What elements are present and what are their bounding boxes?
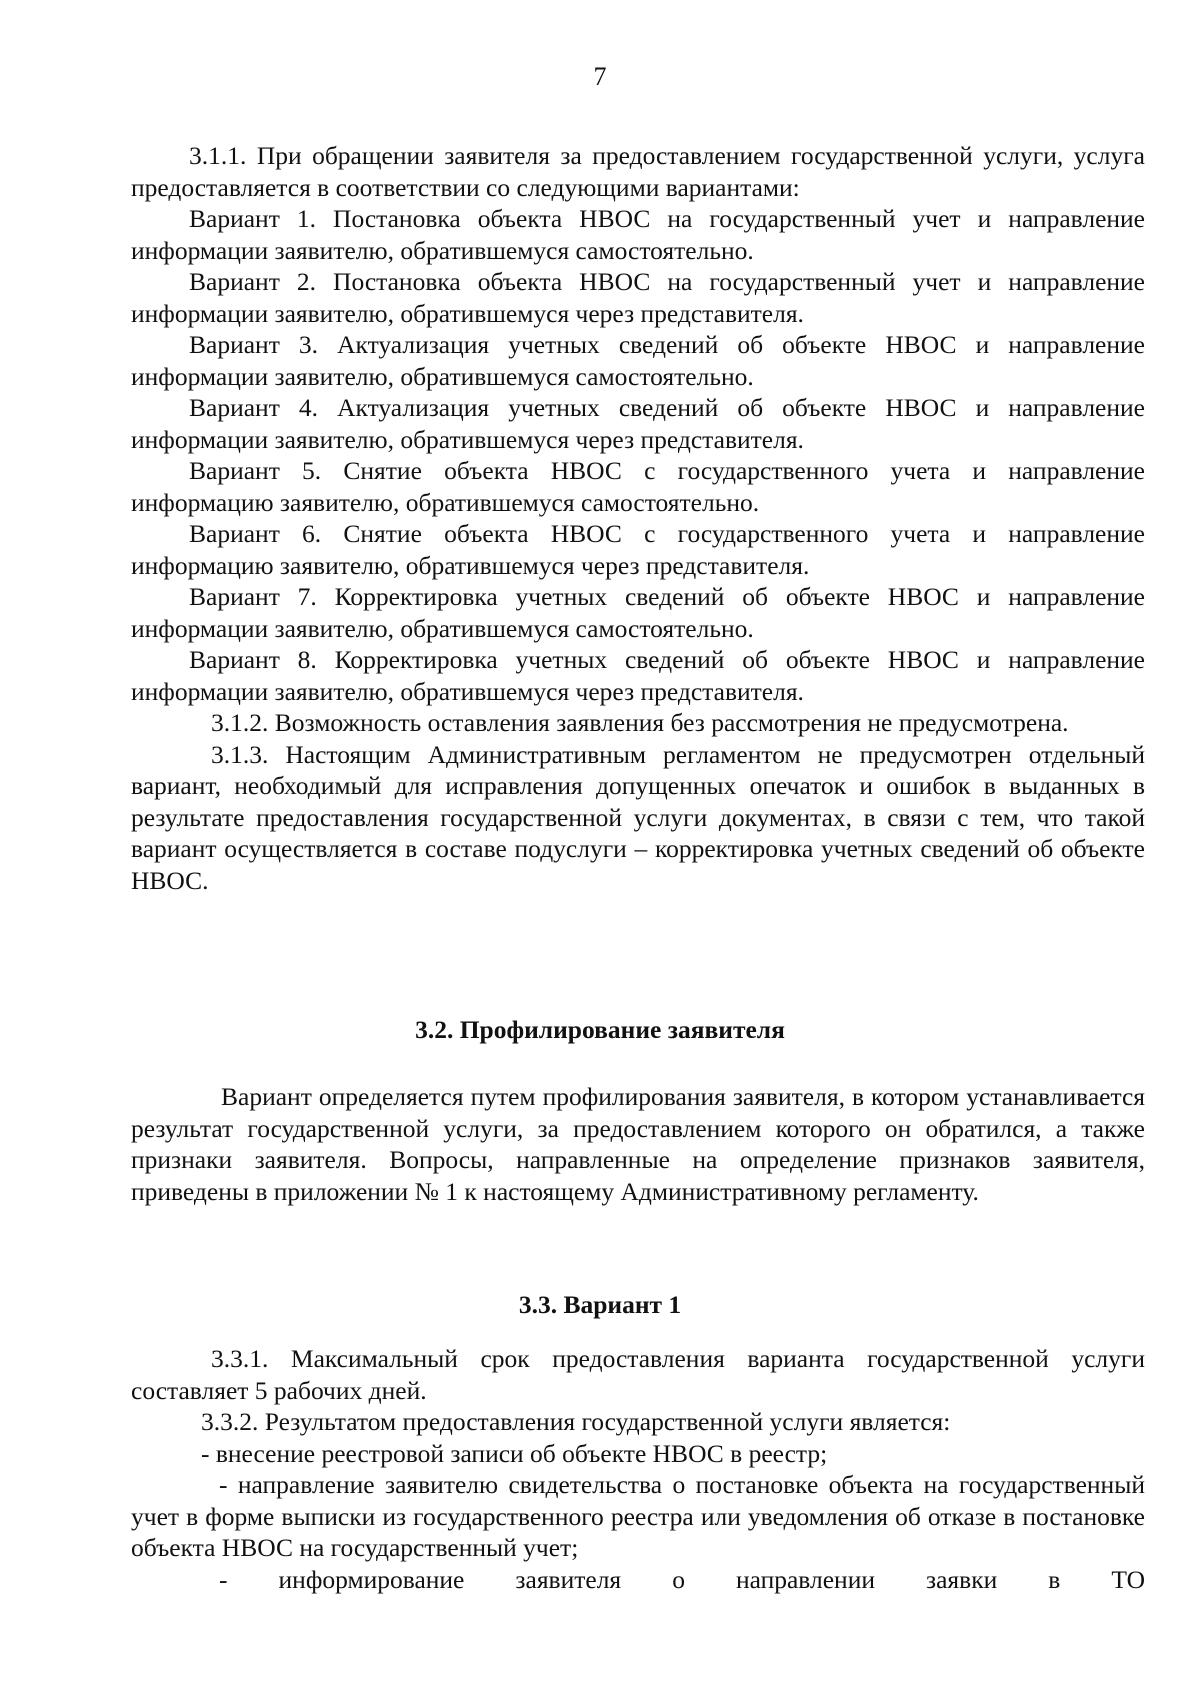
last-line-word: -	[219, 1564, 228, 1594]
page-number: 7	[593, 62, 607, 91]
variant-8: Вариант 8. Корректировка учетных сведений об объекте НВОС и направление информации заявителю, обратившемуся через представителя.	[131, 645, 1145, 706]
last-line-word: ТО	[1111, 1564, 1145, 1594]
section-heading-3-2: 3.2. Профилирование заявителя	[415, 1015, 785, 1044]
last-line-word: заявителя	[515, 1564, 622, 1594]
paragraph-3-1-3: 3.1.3. Настоящим Административным регламентом не предусмотрен отдельный вариант, необходимый для исправления допущенных опечаток и ошибок в выданных в результате предоставления государственной услуги документах, в связи с тем, что такой вариант осуществляется в составе подуслуги – корректировка учетных сведений об объекте НВОС.	[131, 739, 1145, 895]
paragraph-3-1-1: 3.1.1. При обращении заявителя за предоставлением государственной услуги, услуга предоставляется в соответствии со следующими вариантами:	[131, 141, 1145, 202]
variant-2: Вариант 2. Постановка объекта НВОС на государственный учет и направление информации заявителю, обратившемуся через представителя.	[131, 267, 1145, 328]
paragraph-3-2: Вариант определяется путем профилирования заявителя, в котором устанавливается результат государственной услуги, за предоставлением которого он обратился, а также признаки заявителя. Вопросы, направленные на определение признаков заявителя, приведены в приложении № 1 к настоящему Административному регламенту.	[131, 1082, 1145, 1206]
last-line-word: о	[672, 1564, 685, 1594]
section-3-2	[131, 1081, 1145, 1207]
last-line-word: заявки	[926, 1564, 998, 1594]
variant-4: Вариант 4. Актуализация учетных сведений об объекте НВОС и направление информации заявителю, обратившемуся через представителя.	[131, 393, 1145, 454]
last-line-word: информирование	[278, 1564, 465, 1594]
bullet-item: - направление заявителю свидетельства о постановке объекта на государственный учет в форме выписки из государственного реестра или уведомления об отказе в постановке объекта НВОС на государственный учет;	[131, 1470, 1145, 1562]
variant-5: Вариант 5. Снятие объекта НВОС с государственного учета и направление информацию заявителю, обратившемуся самостоятельно.	[131, 456, 1145, 517]
paragraph-3-3-1: 3.3.1. Максимальный срок предоставления варианта государственной услуги составляет 5 рабочих дней.	[131, 1344, 1145, 1405]
variant-1: Вариант 1. Постановка объекта НВОС на государственный учет и направление информации заявителю, обратившемуся самостоятельно.	[131, 204, 1145, 265]
last-line-word: в	[1048, 1564, 1061, 1594]
section-3-1	[131, 140, 1145, 896]
variant-3: Вариант 3. Актуализация учетных сведений об объекте НВОС и направление информации заявителю, обратившемуся самостоятельно.	[131, 330, 1145, 391]
paragraph-3-3-2: 3.3.2. Результатом предоставления государственной услуги является:	[201, 1407, 951, 1436]
section-3-3	[131, 1343, 1145, 1595]
paragraph-3-1-2: 3.1.2. Возможность оставления заявления без рассмотрения не предусмотрена.	[211, 708, 1069, 737]
bullet-item: - внесение реестровой записи об объекте НВОС в реестр;	[201, 1438, 828, 1468]
last-line-word: направлении	[735, 1564, 875, 1594]
section-heading-3-3: 3.3. Вариант 1	[518, 1290, 682, 1319]
last-line	[131, 1564, 1145, 1596]
variant-7: Вариант 7. Корректировка учетных сведений об объекте НВОС и направление информации заявителю, обратившемуся самостоятельно.	[131, 582, 1145, 643]
variant-6: Вариант 6. Снятие объекта НВОС с государственного учета и направление информацию заявителю, обратившемуся через представителя.	[131, 519, 1145, 580]
